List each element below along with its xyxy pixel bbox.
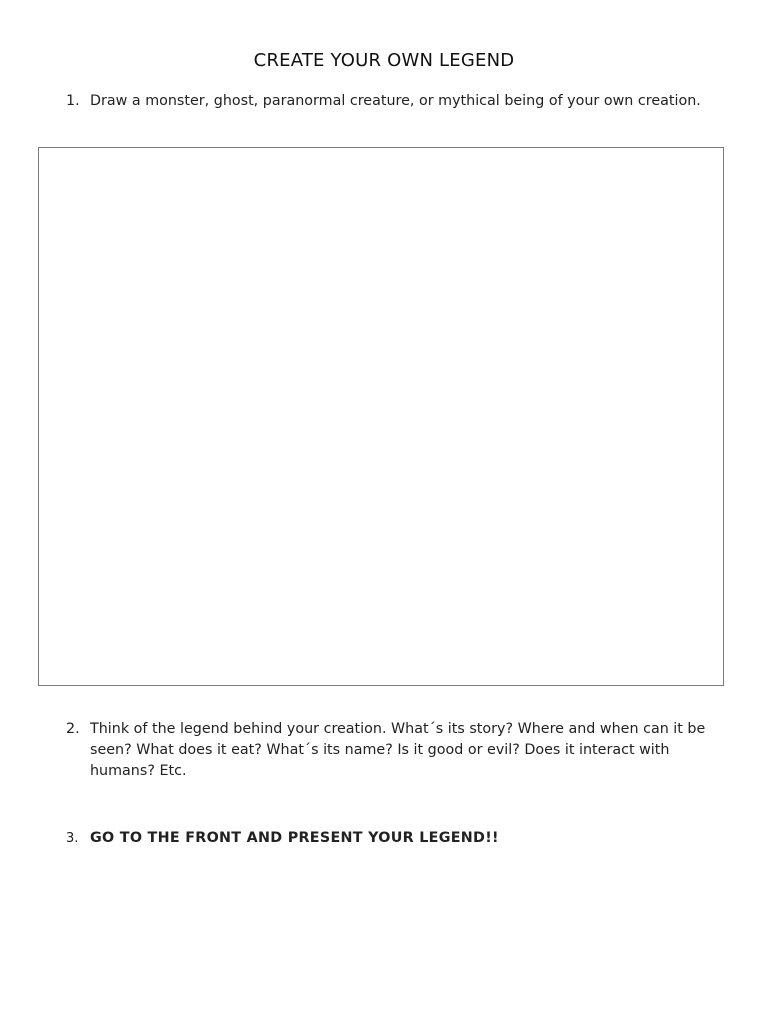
drawing-area-box[interactable] — [38, 147, 724, 686]
page-title: CREATE YOUR OWN LEGEND — [253, 50, 515, 71]
instruction-text: Think of the legend behind your creation. What´s its story? Where and when can it be seen? What does it eat? What´s its name? Is it good or evil? Does it interact with humans? Etc. — [90, 721, 706, 779]
instruction-item-3 — [66, 828, 726, 849]
instruction-number: 2. — [66, 721, 80, 737]
instruction-item-1 — [66, 91, 726, 112]
instruction-item-2 — [66, 719, 726, 782]
instruction-number: 3. — [66, 831, 79, 846]
instruction-text: GO TO THE FRONT AND PRESENT YOUR LEGEND!! — [90, 830, 499, 846]
instruction-number: 1. — [66, 93, 80, 109]
instruction-text: Draw a monster, ghost, paranormal creature, or mythical being of your own creation. — [90, 93, 701, 109]
